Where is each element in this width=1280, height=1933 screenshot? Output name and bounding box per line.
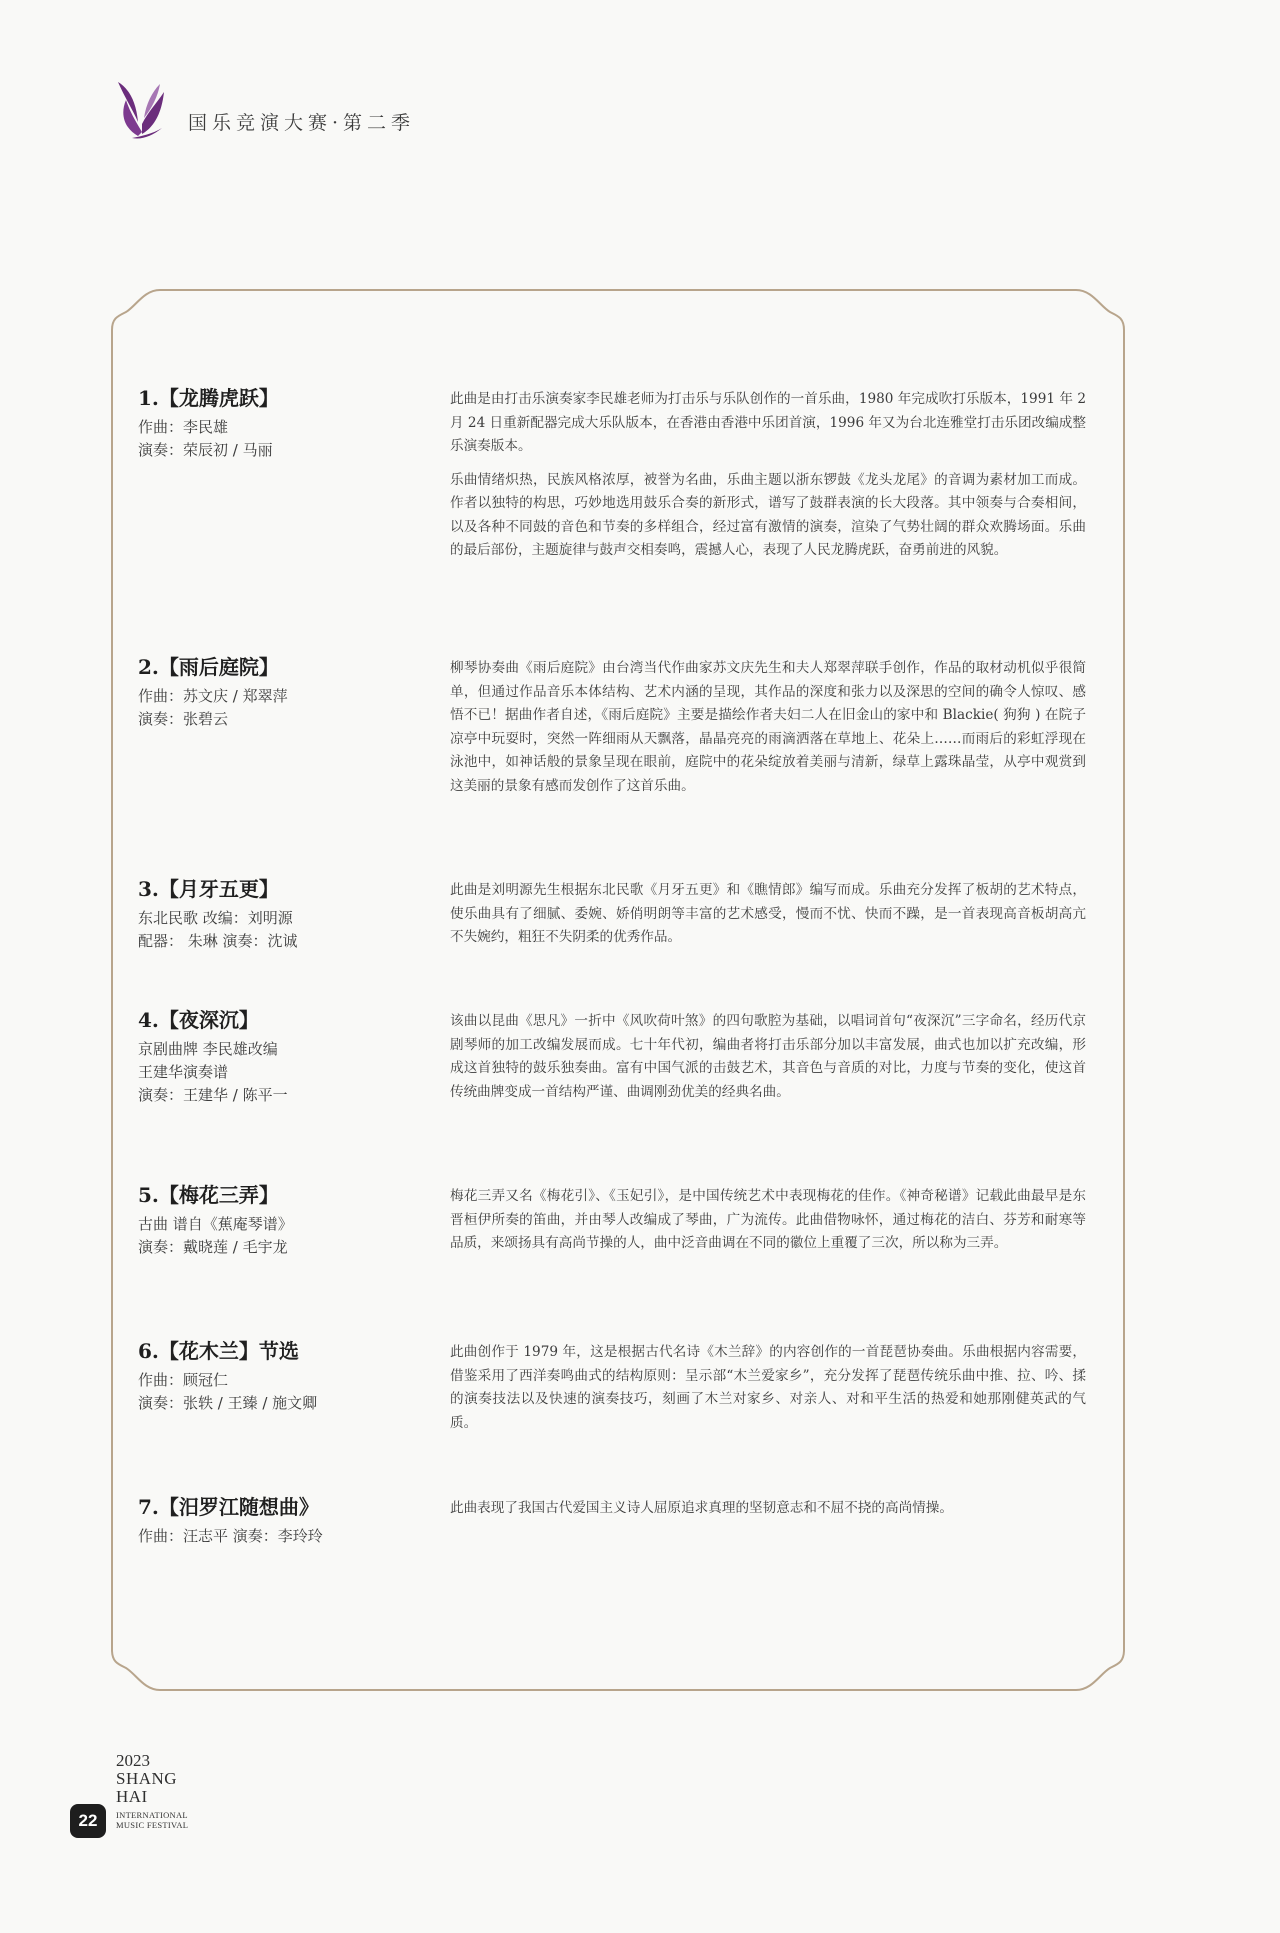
- composer-credit: 作曲：顾冠仁: [138, 1371, 229, 1389]
- page-header: [112, 78, 712, 148]
- composer-credit: 东北民歌 改编：刘明源: [138, 909, 293, 927]
- piece-title: 6.【花木兰】节选: [138, 1339, 299, 1363]
- footer-shang: SHANG: [116, 1769, 178, 1788]
- header-title: 国乐竞演大赛·第二季: [188, 112, 416, 134]
- arranger-credit: 京剧曲牌 李民雄改编: [138, 1040, 278, 1058]
- piece-description: 此曲是由打击乐演奏家李民雄老师为打击乐与乐队创作的一首乐曲，1980 年完成吹打乐版本，1991 年 2 月 24 日重新配器完成大乐队版本，在香港由香港中乐团首演，1996 年又为台北连雅堂打击乐团改编成整乐演奏版本。: [450, 391, 1086, 454]
- piece-title: 1.【龙腾虎跃】: [138, 386, 279, 410]
- piece-title: 2.【雨后庭院】: [138, 655, 279, 679]
- piece-description: 此曲创作于 1979 年，这是根据古代名诗《木兰辞》的内容创作的一首琵琶协奏曲。乐曲根据内容需要，借鉴采用了西洋奏鸣曲式的结构原则：呈示部“木兰爱家乡”，充分发挥了琵琶传统乐曲中推、拉、吟、揉的演奏技法以及快速的演奏技巧，刻画了木兰对家乡、对亲人、对和平生活的热爱和她那刚健英武的气质。: [450, 1344, 1086, 1431]
- source-credit: 古曲 谱自《蕉庵琴谱》: [138, 1215, 293, 1233]
- footer-year: 2023: [116, 1751, 150, 1770]
- performer-credit: 演奏：王建华 / 陈平一: [138, 1086, 288, 1104]
- page-footer: [78, 1751, 276, 1852]
- credit-line: 作曲：汪志平 演奏：李玲玲: [138, 1527, 323, 1545]
- piece-description: 梅花三弄又名《梅花引》、《玉妃引》，是中国传统艺术中表现梅花的佳作。《神奇秘谱》记载此曲最早是东晋桓伊所奏的笛曲，并由琴人改编成了琴曲，广为流传。此曲借物咏怀，通过梅花的洁白、芬芳和耐寒等品质，来颂扬具有高尚节操的人，曲中泛音曲调在不同的徽位上重覆了三次，所以称为三弄。: [450, 1188, 1086, 1251]
- performer-credit: 演奏：荣辰初 / 马丽: [138, 441, 273, 459]
- footer-music-festival: MUSIC FESTIVAL: [116, 1820, 189, 1830]
- piece-title: 5.【梅花三弄】: [138, 1183, 279, 1207]
- piece-description: 此曲表现了我国古代爱国主义诗人屈原追求真理的坚韧意志和不屈不挠的高尚情操。: [450, 1500, 953, 1516]
- piece-description: 乐曲情绪炽热，民族风格浓厚，被誉为名曲，乐曲主题以浙东锣鼓《龙头龙尾》的音调为素材加工而成。作者以独特的构思，巧妙地选用鼓乐合奏的新形式，谱写了鼓群表演的长大段落。其中领奏与合奏相间，以及各种不同鼓的音色和节奏的多样组合，经过富有激情的演奏，渲染了气势壮阔的群众欢腾场面。乐曲的最后部份，主题旋律与鼓声交相奏鸣，震撼人心，表现了人民龙腾虎跃，奋勇前进的风貌。: [450, 471, 1086, 558]
- performer-credit: 演奏：张轶 / 王臻 / 施文卿: [138, 1394, 318, 1412]
- piece-description: 该曲以昆曲《思凡》一折中《风吹荷叶煞》的四句歌腔为基础，以唱词首句“夜深沉”三字命名，经历代京剧琴师的加工改编发展而成。七十年代初，编曲者将打击乐部分加以丰富发展，曲式也加以扩充改编，形成这首独特的鼓乐独奏曲。富有中国气派的击鼓艺术，其音色与音质的对比，力度与节奏的变化，使这首传统曲牌变成一首结构严谨、曲调刚劲优美的经典名曲。: [450, 1013, 1086, 1100]
- score-credit: 王建华演奏谱: [138, 1063, 229, 1081]
- composer-credit: 作曲：苏文庆 / 郑翠萍: [138, 687, 288, 705]
- piece-description: 柳琴协奏曲《雨后庭院》由台湾当代作曲家苏文庆先生和夫人郑翠萍联手创作，作品的取材动机似乎很简单，但通过作品音乐本体结构、艺术内涵的呈现，其作品的深度和张力以及深思的空间的确令人惊叹、感悟不已！据曲作者自述，《雨后庭院》主要是描绘作者夫妇二人在旧金山的家中和 Blackie( 狗狗 ) 在院子凉亭中玩耍时，突然一阵细雨从天飘落，晶晶亮亮的雨滴洒落在草地上、花朵上……而雨后的彩虹浮现在泳池中，如神话般的景象呈现在眼前，庭院中的花朵绽放着美丽与清新，绿草上露珠晶莹，从亭中观赏到这美丽的景象有感而发创作了这首乐曲。: [450, 660, 1086, 794]
- performer-credit: 演奏：戴晓莲 / 毛宇龙: [138, 1238, 288, 1256]
- footer-international: INTERNATIONAL: [116, 1810, 188, 1820]
- piece-description: 此曲是刘明源先生根据东北民歌《月牙五更》和《瞧情郎》编写而成。乐曲充分发挥了板胡的艺术特点，使乐曲具有了细腻、委婉、娇俏明朗等丰富的艺术感受，慢而不忧、快而不躁，是一首表现高音板胡高亢不失婉约，粗狂不失阴柔的优秀作品。: [450, 882, 1086, 945]
- piece-title: 3.【月牙五更】: [138, 877, 279, 901]
- festival-logo-icon: [112, 78, 170, 140]
- footer-festival-name: [116, 1810, 188, 1830]
- performer-credit: 演奏：张碧云: [138, 710, 229, 728]
- performer-credit: 配器： 朱琳 演奏：沈诚: [138, 932, 298, 950]
- page-number: 22: [70, 1804, 106, 1838]
- piece-title: 7.【汨罗江随想曲》: [138, 1495, 319, 1519]
- footer-hai: HAI: [116, 1787, 148, 1806]
- composer-credit: 作曲：李民雄: [138, 418, 229, 436]
- piece-title: 4.【夜深沉】: [138, 1008, 259, 1032]
